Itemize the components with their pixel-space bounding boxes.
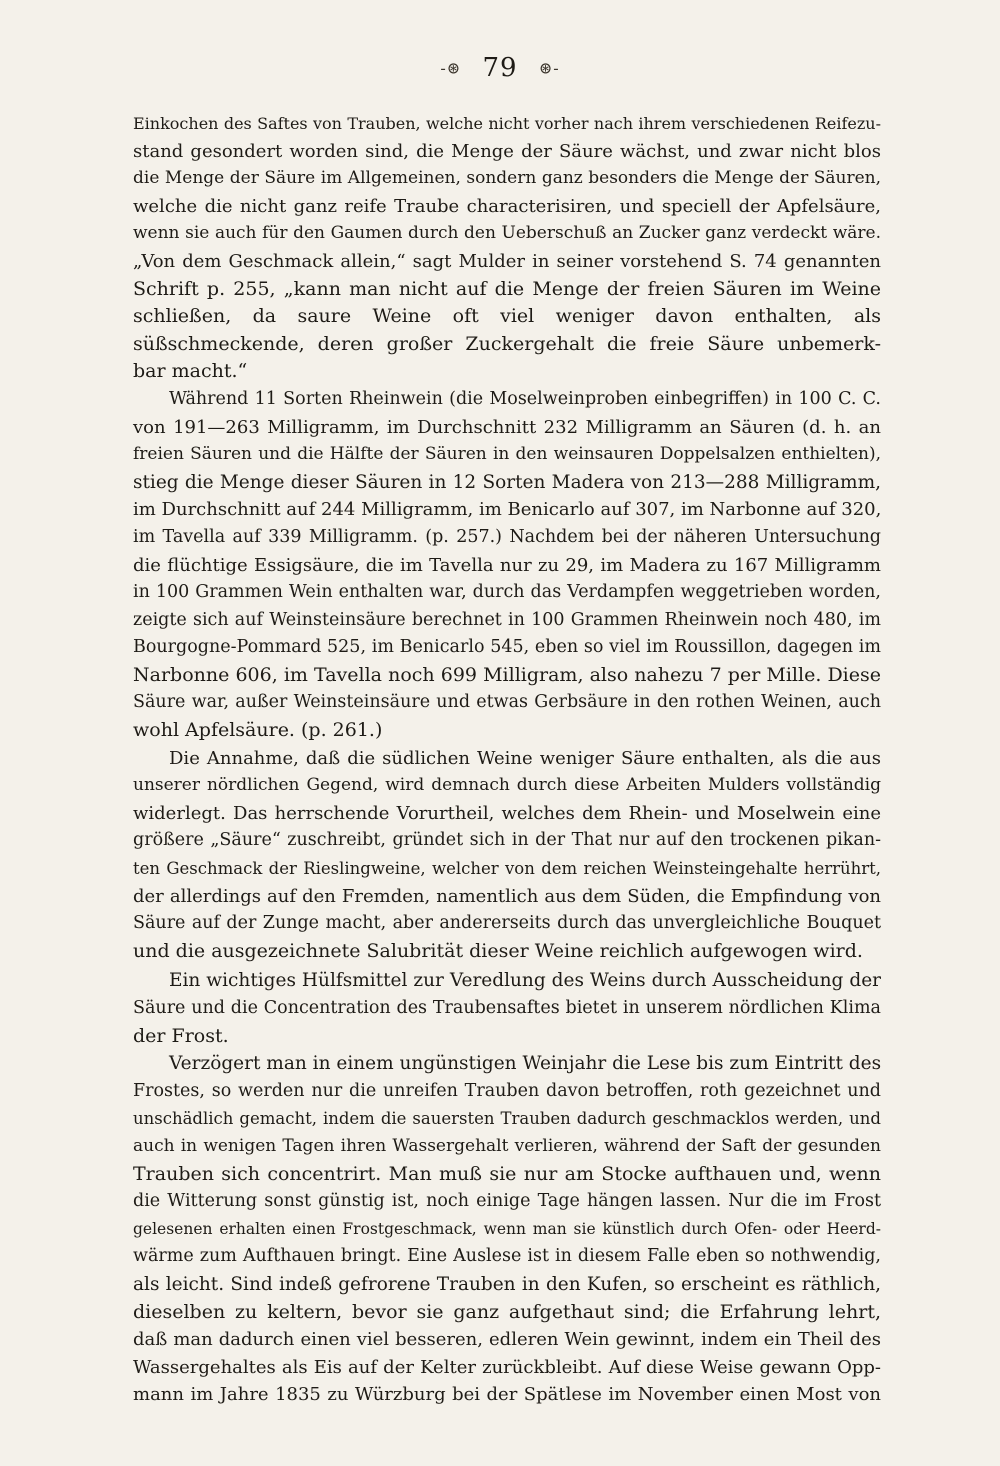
text-line: bar macht.“ xyxy=(133,360,248,383)
text-line: wärme zum Aufthauen bringt. Eine Auslese ist in diesem Falle eben so nothwendig, xyxy=(133,1246,881,1267)
text-line: im Tavella auf 339 Milligramm. (p. 257.) Nachdem bei der näheren Untersuchung xyxy=(133,526,881,547)
text-line: schließen, da saure Weine oft viel weniger davon enthalten, als xyxy=(133,305,881,328)
text-line: der allerdings auf den Fremden, namentlich aus dem Süden, die Empfindung von xyxy=(133,885,881,907)
text-line: ten Geschmack der Rieslingweine, welcher von dem reichen Weinsteingehalte herrührt, xyxy=(133,859,881,879)
text-line: widerlegt. Das herrschende Vorurtheil, welches dem Rhein- und Moselwein eine xyxy=(133,802,881,824)
text-line: Narbonne 606, im Tavella noch 699 Milligram, also nahezu 7 per Mille. Diese xyxy=(133,663,881,686)
text-line: größere „Säure“ zuschreibt, gründet sich in der That nur auf den trockenen pikan- xyxy=(133,830,881,851)
text-line: daß man dadurch einen viel besseren, edleren Wein gewinnt, indem ein Theil des xyxy=(133,1329,881,1351)
text-line: Einkochen des Saftes von Trauben, welche nicht vorher nach ihrem verschiedenen Reifezu- xyxy=(133,114,881,133)
text-line: wenn sie auch für den Gaumen durch den Ueberschuß an Zucker ganz verdeckt wäre. xyxy=(133,223,881,244)
text-line: wohl Apfelsäure. (p. 261.) xyxy=(133,719,383,742)
text-line: dieselben zu keltern, bevor sie ganz aufgethaut sind; die Erfahrung lehrt, xyxy=(133,1300,881,1323)
text-line: unserer nördlichen Gegend, wird demnach durch diese Arbeiten Mulders vollständig xyxy=(133,775,881,796)
text-line: Trauben sich concentrirt. Man muß sie nur am Stocke aufthauen und, wenn xyxy=(133,1162,881,1185)
text-line: als leicht. Sind indeß gefrorene Trauben in den Kufen, so erscheint es räthlich, xyxy=(133,1273,881,1295)
text-line: stand gesondert worden sind, die Menge der Säure wächst, und zwar nicht blos xyxy=(133,140,881,162)
text-line: Während 11 Sorten Rheinwein (die Moselweinproben einbegriffen) in 100 C. C. xyxy=(169,388,881,409)
text-line: Die Annahme, daß die südlichen Weine weniger Säure enthalten, als die aus xyxy=(169,747,881,769)
text-line: Säure auf der Zunge macht, aber andererseits durch das unvergleichliche Bouquet xyxy=(133,913,881,934)
text-line: Wassergehaltes als Eis auf der Kelter zurückbleibt. Auf diese Weise gewann Opp- xyxy=(133,1356,881,1378)
text-line: die flüchtige Essigsäure, die im Tavella nur zu 29, im Madera zu 167 Milligramm xyxy=(133,554,881,576)
text-line: zeigte sich auf Weinsteinsäure berechnet in 100 Grammen Rheinwein noch 480, im xyxy=(133,609,881,630)
text-line: in 100 Grammen Wein enthalten war, durch das Verdampfen weggetrieben worden, xyxy=(133,582,881,603)
text-line: Säure und die Concentration des Traubensaftes bietet in unserem nördlichen Klima xyxy=(133,998,881,1018)
text-line: der Frost. xyxy=(133,1024,229,1047)
text-line: welche die nicht ganz reife Traube characterisiren, und speciell der Apfelsäure, xyxy=(133,195,881,217)
page-header xyxy=(0,52,1000,83)
text-line: im Durchschnitt auf 244 Milligramm, im Benicarlo auf 307, im Narbonne auf 320, xyxy=(133,499,882,521)
text-line: mann im Jahre 1835 zu Würzburg bei der Spätlese im November einen Most von xyxy=(133,1384,881,1406)
text-line: süßschmeckende, deren großer Zuckergehalt die freie Säure unbemerk- xyxy=(133,332,881,355)
text-line: von 191—263 Milligramm, im Durchschnitt 232 Milligramm an Säuren (d. h. an xyxy=(133,416,881,438)
text-line: Säure war, außer Weinsteinsäure und etwas Gerbsäure in den rothen Weinen, auch xyxy=(133,692,881,713)
text-line: unschädlich gemacht, indem die sauersten Trauben dadurch geschmacklos werden, und xyxy=(133,1109,881,1129)
text-line: Bourgogne-Pommard 525, im Benicarlo 545, eben so viel im Roussillon, dagegen im xyxy=(133,637,881,658)
text-line: freien Säuren und die Hälfte der Säuren in den weinsauren Doppelsalzen enthielten), xyxy=(133,444,881,465)
ornament-right-icon: ⊛- xyxy=(538,58,560,78)
ornament-left-icon: -⊛ xyxy=(440,58,462,78)
text-line: gelesenen erhalten einen Frostgeschmack, wenn man sie künstlich durch Ofen- oder Heerd- xyxy=(133,1219,881,1238)
text-line: auch in wenigen Tagen ihren Wassergehalt verlieren, während der Saft der gesunden xyxy=(133,1135,881,1156)
text-line: die Menge der Säure im Allgemeinen, sondern ganz besonders die Menge der Säuren, xyxy=(133,168,881,189)
text-line: Verzögert man in einem ungünstigen Weinjahr die Lese bis zum Eintritt des xyxy=(169,1053,882,1075)
text-line: Frostes, so werden nur die unreifen Trauben davon betroffen, roth gezeichnet und xyxy=(133,1080,881,1101)
text-line: stieg die Menge dieser Säuren in 12 Sorten Madera von 213—288 Milligramm, xyxy=(133,471,881,493)
text-line: Schrift p. 255, „kann man nicht auf die Menge der freien Säuren im Weine xyxy=(133,277,881,300)
text-line: Ein wichtiges Hülfsmittel zur Veredlung des Weins durch Ausscheidung der xyxy=(169,970,881,992)
text-line: und die ausgezeichnete Salubrität dieser Weine reichlich aufgewogen wird. xyxy=(133,939,863,962)
page-number: 79 xyxy=(482,53,518,83)
text-line: die Witterung sonst günstig ist, noch einige Tage hängen lassen. Nur die im Frost xyxy=(133,1191,881,1212)
body-text xyxy=(133,110,881,1409)
text-line: „Von dem Geschmack allein,“ sagt Mulder in seiner vorstehend S. 74 genannten xyxy=(133,250,881,272)
